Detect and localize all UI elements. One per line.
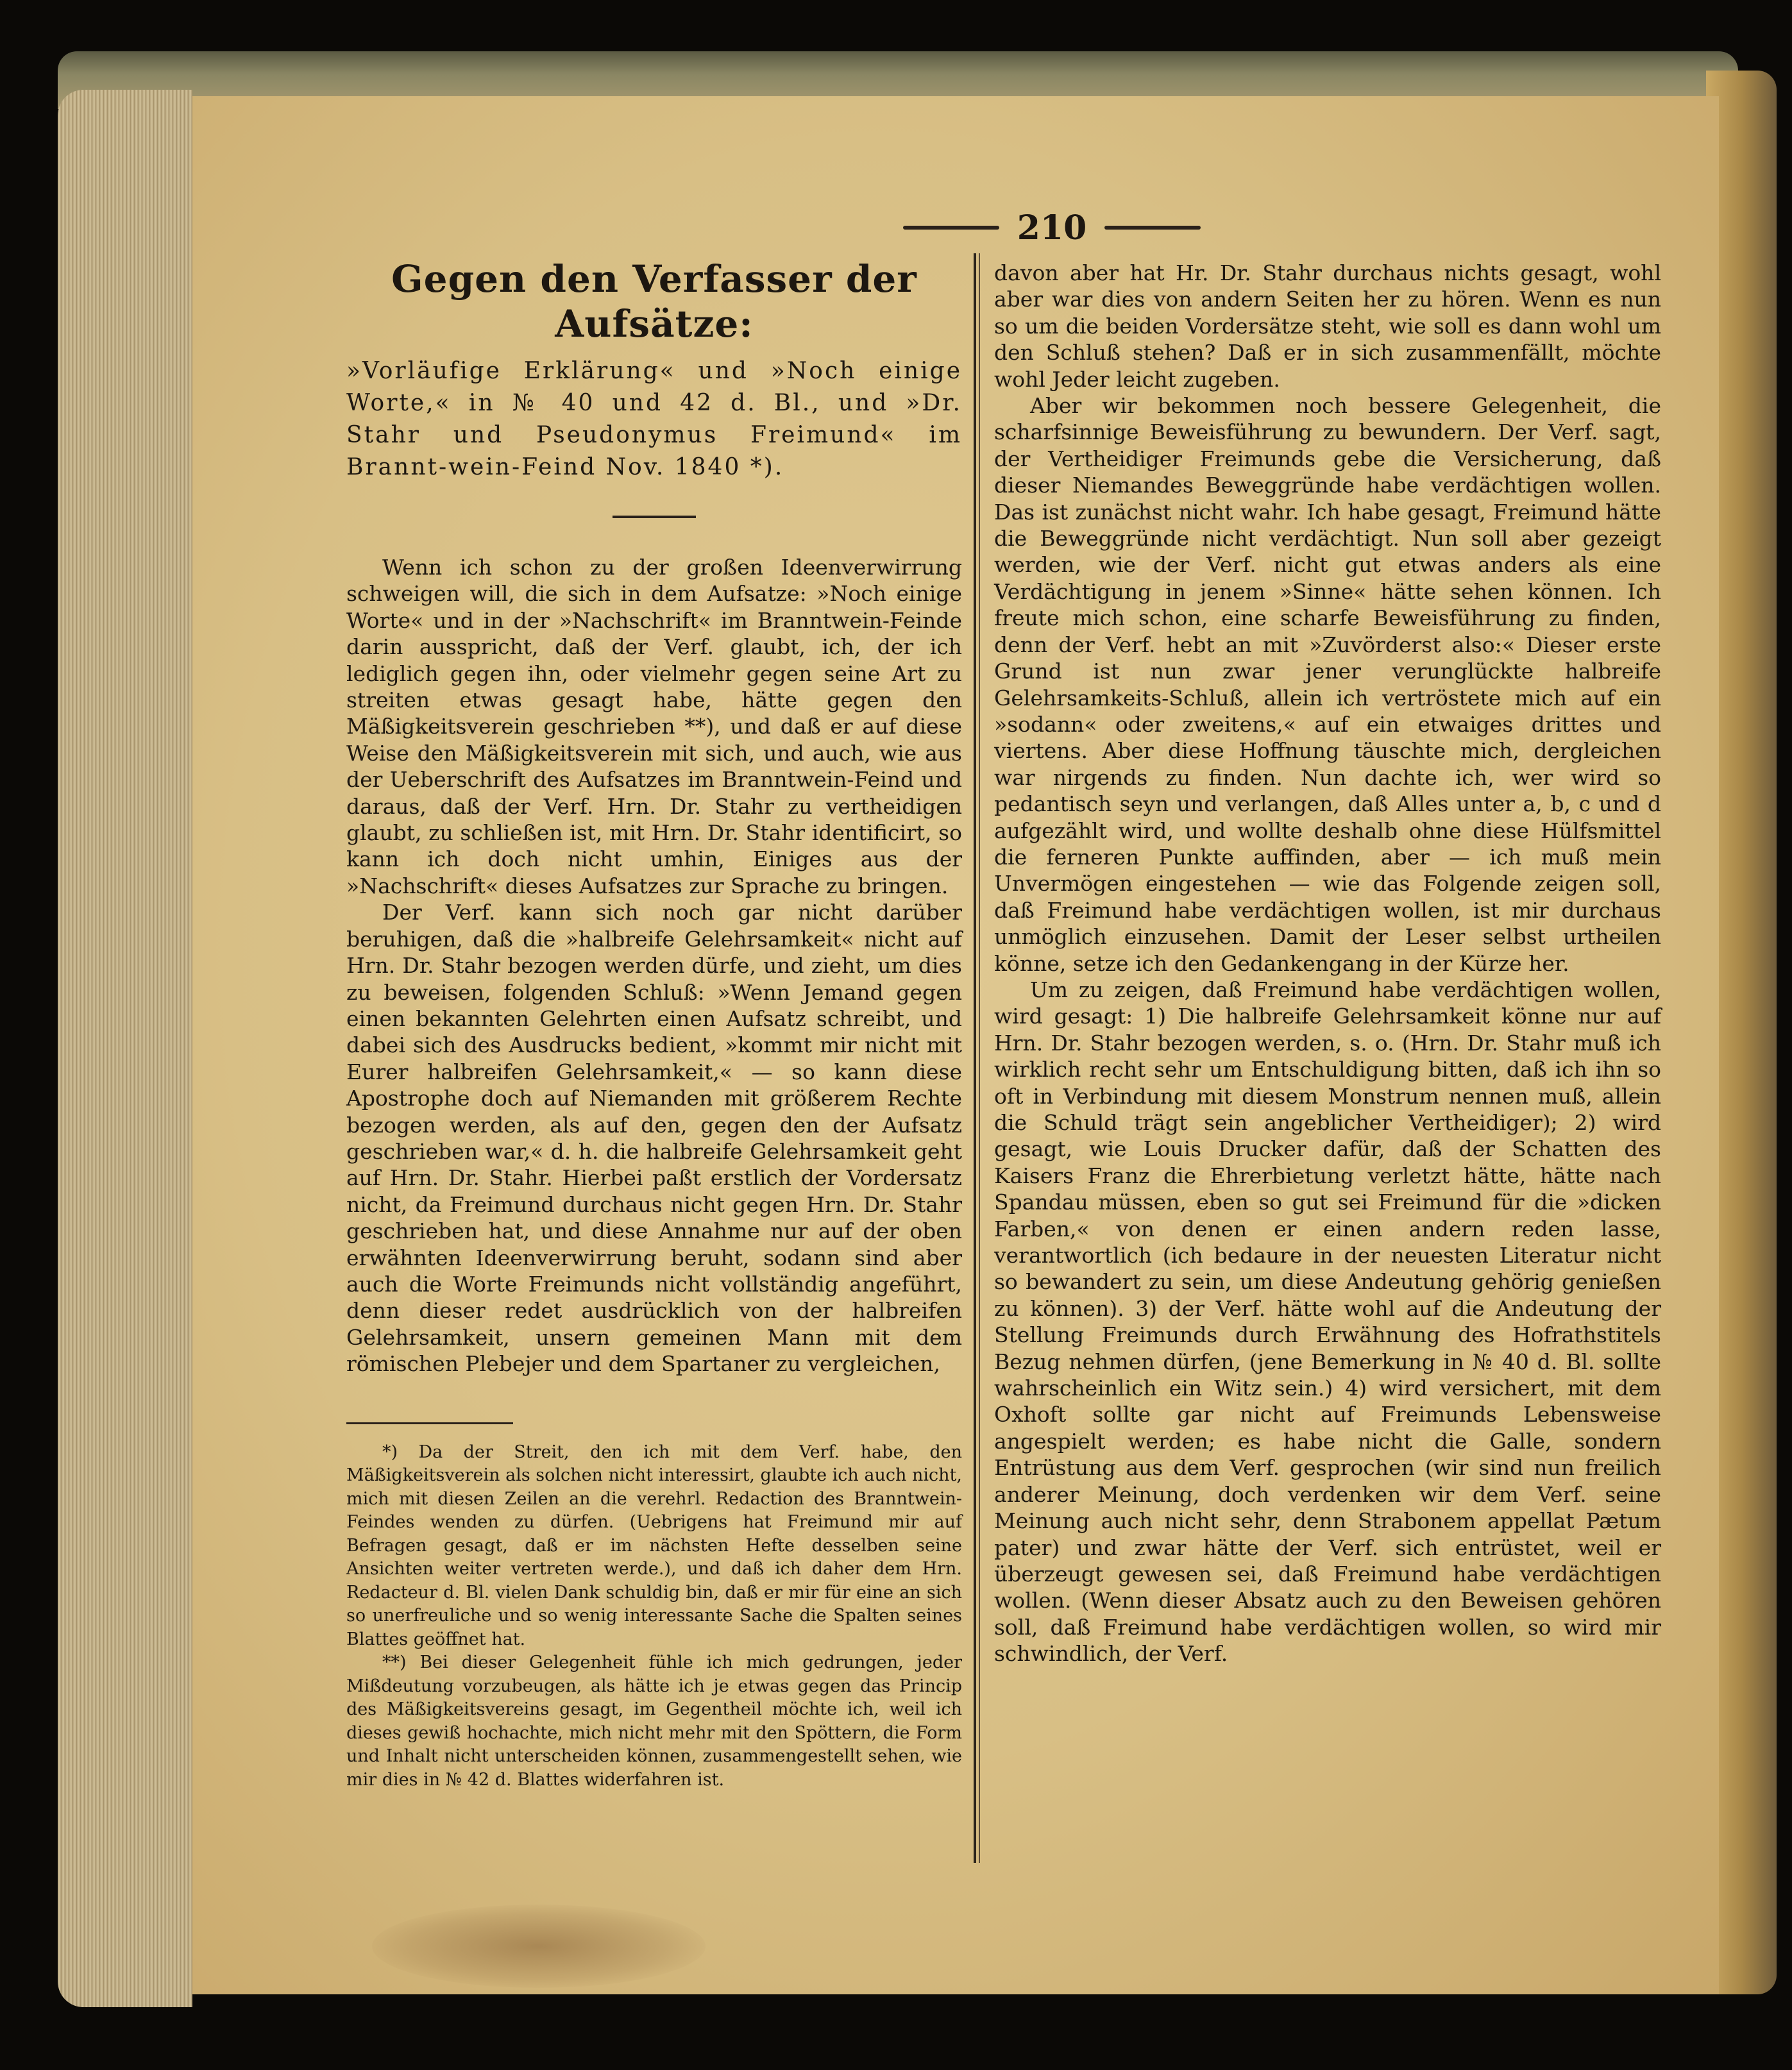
page-header — [808, 205, 1296, 250]
paragraph: Um zu zeigen, daß Freimund habe verdächtigen wollen, wird gesagt: 1) Die halbreife Gelehrsamkeit könne nur auf Hrn. Dr. Stahr bezogen werden, s. o. (Hrn. Dr. Stahr muß ich wirklich recht sehr um Entschuldigung bitten, daß ich ihn so oft in Verbindung mit diesem Monstrum nennen muß, allein die Schuld trägt sein angeblicher Vertheidiger); 2) wird gesagt, wie Louis Drucker dafür, daß der Schatten des Kaisers Franz die Ehrerbietung verletzt hätte, hätte nach Spandau müssen, eben so gut sei Freimund für die »dicken Farben,« von denen er einen andern reden lasse, verantwortlich (ich bedaure in der neuesten Literatur nicht so bewandert zu sein, um diese Andeutung gehörig genießen zu können). 3) der Verf. hätte wohl auf die Andeutung der Stellung Freimunds durch Erwähnung des Hofrathstitels Bezug nehmen dürfen, (jene Bemerkung in № 40 d. Bl. sollte wahrscheinlich ein Witz sein.) 4) wird versichert, mit dem Oxhoft sollte gar nicht auf Freimunds Lebensweise angespielt werden; es habe nicht die Galle, sondern Entrüstung aus dem Verf. gesprochen (wir sind nun freilich anderer Meinung, doch verdenken wir dem Verf. seine Meinung auch nicht sehr, denn Strabonem appellat Pætum pater) und zwar hätte der Verf. sich entrüstet, weil er überzeugt gewesen sei, daß Freimund habe verdächtigen wollen. (Wenn dieser Absatz auch zu den Beweisen gehören soll, daß Freimund habe verdächtigen wollen, so wird mir schwindlich, der Verf. — [994, 977, 1661, 1667]
paragraph: Aber wir bekommen noch bessere Gelegenheit, die scharfsinnige Beweisführung zu bewundern. Der Verf. sagt, der Vertheidiger Freimunds gebe die Versicherung, daß dieser Niemandes Beweggründe habe verdächtigen wollen. Das ist zunächst nicht wahr. Ich habe gesagt, Freimund hätte die Beweggründe nicht verdächtigt. Nun soll aber gezeigt werden, wie der Verf. nicht gut etwas anders als eine Verdächtigung in jenem »Sinne« hätte sehen können. Ich freute mich schon, eine scharfe Beweisführung zu finden, denn der Verf. hebt an mit »Zuvörderst also:« Dieser erste Grund ist nun zwar jener verunglückte halbreife Gelehrsamkeits-Schluß, allein ich vertröstete mich auf ein »sodann« oder zweitens,« auf ein etwaiges drittes und viertens. Aber diese Hoffnung täuschte mich, dergleichen war nirgends zu finden. Nun dachte ich, wer wird so pedantisch seyn und verlangen, daß Alles unter a, b, c und d aufgezählt wird, und wollte deshalb ohne diese Hülfsmittel die ferneren Punkte auffinden, aber — ich muß mein Unvermögen eingestehen — wie das Folgende zeigen soll, daß Freimund habe verdächtigen wollen, ist mir durchaus unmöglich einzusehen. Damit der Leser selbst urtheilen könne, setze ich den Gedankengang in der Kürze her. — [994, 393, 1661, 976]
book-page — [192, 96, 1719, 1994]
article-title: Gegen den Verfasser der Aufsätze: — [391, 257, 917, 346]
left-column — [346, 257, 962, 1792]
right-column — [994, 260, 1661, 1667]
column-divider — [974, 253, 976, 1863]
footnote: **) Bei dieser Gelegenheit fühle ich mich gedrungen, jeder Mißdeutung vorzubeugen, als hätte ich je etwas gegen das Princip des Mäßigkeitsvereins gesagt, im Gegentheil möchte ich, weil ich dieses gewiß hochachte, mich nicht mehr mit den Spöttern, die Form und Inhalt nicht unterscheiden können, zusammengestellt sehen, wie mir dies in № 42 d. Blattes widerfahren ist. — [346, 1653, 962, 1790]
water-stain — [372, 1905, 706, 1988]
article-subtitle: »Vorläufige Erklärung« und »Noch einige Worte,« in № 40 und 42 d. Bl., und »Dr. Stahr und Pseudonymus Freimund« im Brannt-wein-Feind Nov. 1840 *). — [346, 358, 962, 480]
paragraph: Der Verf. kann sich noch gar nicht darüber beruhigen, daß die »halbreife Gelehrsamkeit« nicht auf Hrn. Dr. Stahr bezogen werden dürfe, und zieht, um dies zu beweisen, folgenden Schluß: »Wenn Jemand gegen einen bekannten Gelehrten einen Aufsatz schreibt, und dabei sich des Ausdrucks bedient, »kommt mir nicht mit Eurer halbreifen Gelehrsamkeit,« — so kann diese Apostrophe doch auf Niemanden mit größerem Rechte bezogen werden, als auf den, gegen den der Aufsatz geschrieben war,« d. h. die halbreife Gelehrsamkeit geht auf Hrn. Dr. Stahr. Hierbei paßt erstlich der Vordersatz nicht, da Freimund durchaus nicht gegen Hrn. Dr. Stahr geschrieben hat, und diese Annahme nur auf der oben erwähnten Ideenverwirrung beruht, sodann sind aber auch die Worte Freimunds nicht vollständig angeführt, denn dieser redet ausdrücklich von der halbreifen Gelehrsamkeit, unsern gemeinen Mann mit dem römischen Plebejer und dem Spartaner zu vergleichen, — [346, 900, 962, 1377]
header-rule-right — [1104, 226, 1201, 230]
header-rule-left — [903, 226, 999, 230]
paragraph: davon aber hat Hr. Dr. Stahr durchaus nichts gesagt, wohl aber war dies von andern Seiten her zu hören. Wenn es nun so um die beiden Vordersätze steht, wie soll es dann wohl um den Schluß stehen? Daß er in sich zusammenfällt, möchte wohl Jeder leicht zugeben. — [994, 260, 1661, 392]
footnote-divider — [346, 1422, 513, 1424]
page-number: 210 — [1017, 208, 1087, 248]
paragraph: Wenn ich schon zu der großen Ideenverwirrung schweigen will, die sich in dem Aufsatze: »Noch einige Worte« und in der »Nachschrift« im Branntwein-Feinde darin ausspricht, daß der Verf. glaubt, ich, der ich lediglich gegen ihn, oder vielmehr gegen seine Art zu streiten etwas gesagt habe, hätte gegen den Mäßigkeitsverein geschrieben **), und daß er auf diese Weise den Mäßigkeitsverein mit sich, und auch, wie aus der Ueberschrift des Aufsatzes im Branntwein-Feind und daraus, daß der Verf. Hrn. Dr. Stahr zu vertheidigen glaubt, zu schließen ist, mit Hrn. Dr. Stahr identificirt, so kann ich doch nicht umhin, Einiges aus der »Nachschrift« dieses Aufsatzes zur Sprache zu bringen. — [346, 555, 962, 898]
column-divider-inner — [979, 253, 980, 1863]
title-divider — [613, 516, 696, 518]
footnote: *) Da der Streit, den ich mit dem Verf. habe, den Mäßigkeitsverein als solchen nicht interessirt, glaubte ich auch nicht, mich mit diesen Zeilen an die verehrl. Redaction des Branntwein-Feindes wenden zu dürfen. (Uebrigens hat Freimund mir auf Befragen gesagt, daß er im nächsten Hefte desselben seine Ansichten weiter vertreten werde.), und daß ich daher dem Hrn. Redacteur d. Bl. vielen Dank schuldig bin, daß er mir für eine an sich so unerfreuliche und so wenig interessante Sache die Spalten seines Blattes geöffnet hat. — [346, 1442, 962, 1649]
page-stack-edge — [58, 90, 192, 2007]
